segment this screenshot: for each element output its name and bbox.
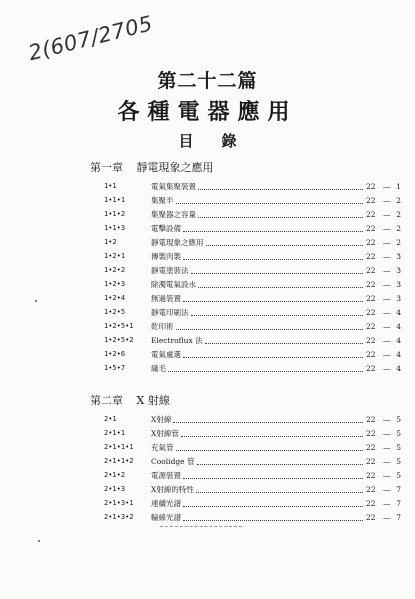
chapter-number: 第一章: [90, 161, 123, 174]
volume-number: 22: [366, 195, 376, 205]
toc-row: 1•2•5•2 Electroflux 法 22 — 4: [104, 335, 401, 345]
page-number: 2: [396, 209, 401, 219]
section-number: 1•2•3: [104, 280, 126, 288]
toc-row: 2•1•2 電源裝置 22 — 5: [104, 470, 401, 480]
leader-dots: [176, 328, 364, 330]
section-title: Coolidge 管: [151, 456, 195, 466]
volume-number: 22: [366, 293, 376, 303]
section-title: 靜電塗裝法: [151, 265, 189, 275]
page-number: 2: [396, 237, 401, 247]
section-number: 2•1•1•2: [104, 457, 134, 465]
page-number: 5: [396, 456, 401, 466]
leader-dots: [183, 258, 363, 260]
volume-number: 22: [366, 414, 376, 424]
section-number: 1•2•2: [104, 266, 126, 274]
toc-row: 1•2•5•1 乾印術 22 — 4: [104, 321, 401, 331]
toc-row: 2•1•1•2 Coolidge 管 22 — 5: [104, 456, 401, 466]
section-title: 乾印術: [151, 321, 174, 331]
volume-number: 22: [366, 512, 376, 522]
leader-dots: [181, 435, 363, 437]
toc-row: 1•2•1 傳製肉製 22 — 3: [104, 251, 401, 261]
page-number: 4: [396, 321, 401, 331]
section-number: 1•1•3: [104, 224, 126, 232]
section-number: 1•2•4: [104, 294, 126, 302]
leader-dots: [168, 370, 363, 372]
leader-dots: [191, 314, 364, 316]
leader-dots: [176, 449, 364, 451]
toc-row: 2•1•1•1 充氣管 22 — 5: [104, 442, 401, 452]
chapter-heading-2: [90, 392, 170, 408]
page-number: 5: [396, 470, 401, 480]
section-number: 2•1•3•2: [104, 513, 134, 521]
section-title: 除濁電氣設水: [151, 279, 196, 289]
page-number: 5: [396, 428, 401, 438]
section-title: 連續光譜: [151, 498, 181, 508]
leader-dots: [173, 421, 363, 423]
leader-dots: [176, 202, 364, 204]
section-title: 無過裝置: [151, 293, 181, 303]
toc-row: 1•5•7 織毛 22 — 4: [104, 363, 401, 373]
section-title: 電擊設備: [151, 223, 181, 233]
leader-dots: [183, 505, 363, 507]
volume-number: 22: [366, 363, 376, 373]
section-number: 1•1: [104, 182, 117, 190]
page-number: 4: [396, 363, 401, 373]
page-number: 4: [396, 349, 401, 359]
page-number: 7: [396, 484, 401, 494]
chapter-heading-1: [90, 159, 214, 175]
toc-row: 1•1•3 電擊設備 22 — 2: [104, 223, 401, 233]
page-number: 3: [396, 279, 401, 289]
volume-number: 22: [366, 498, 376, 508]
leader-dots: [198, 286, 363, 288]
section-title: 充氣管: [151, 442, 174, 452]
main-title: 各種電器應用: [117, 99, 298, 125]
page-number: 5: [396, 442, 401, 452]
leader-dots: [197, 463, 364, 465]
page-number: 3: [396, 265, 401, 275]
chapter-title: 靜電現象之應用: [136, 161, 214, 174]
leader-dots: [183, 519, 363, 521]
volume-number: 22: [366, 223, 376, 233]
volume-number: 22: [366, 265, 376, 275]
section-title: X射線管: [151, 428, 179, 438]
part-title: 第二十二篇: [157, 70, 258, 92]
section-title: 電源裝置: [151, 470, 181, 480]
section-number: 1•1•2: [104, 210, 126, 218]
page-number: 3: [396, 293, 401, 303]
volume-number: 22: [366, 279, 376, 289]
page-number: 5: [396, 414, 401, 424]
section-title: 靜電印刷法: [151, 307, 189, 317]
section-number: 2•1•1•1: [104, 443, 134, 451]
toc-row: 1•2•6 電氣處選 22 — 4: [104, 349, 401, 359]
toc-row: 1•2 靜電現象之應用 22 — 2: [104, 237, 401, 247]
leader-dots: [183, 477, 363, 479]
section-number: 2•1•1: [104, 429, 126, 437]
volume-number: 22: [366, 484, 376, 494]
page-number: 2: [396, 195, 401, 205]
leader-dots: [183, 300, 363, 302]
volume-number: 22: [366, 428, 376, 438]
leader-dots: [183, 230, 363, 232]
section-number: 1•2•6: [104, 350, 126, 358]
chapter-title: X 射線: [136, 394, 170, 407]
toc-row: 1•2•5 靜電印刷法 22 — 4: [104, 307, 401, 317]
section-title: 輪線光譜: [151, 512, 181, 522]
toc-row: 1•2•2 靜電塗裝法 22 — 3: [104, 265, 401, 275]
section-title: 集聚器之容量: [151, 209, 196, 219]
volume-number: 22: [366, 349, 376, 359]
section-title: X射線: [151, 414, 172, 424]
toc-row: 2•1•1 X射線管 22 — 5: [104, 428, 401, 438]
section-number: 1•2•1: [104, 252, 126, 260]
volume-number: 22: [366, 237, 376, 247]
toc-heading: 目錄: [178, 132, 265, 150]
section-number: 1•2•5•1: [104, 322, 134, 330]
leader-dots: [198, 188, 363, 190]
page-number: 3: [396, 251, 401, 261]
volume-number: 22: [366, 470, 376, 480]
toc-row: 1•2•3 除濁電氣設水 22 — 3: [104, 279, 401, 289]
section-title: 電氣處選: [151, 349, 181, 359]
leader-dots: [205, 342, 363, 344]
section-number: 1•2•5: [104, 308, 126, 316]
section-number: 1•5•7: [104, 364, 126, 372]
volume-number: 22: [366, 307, 376, 317]
bottom-rule: [160, 525, 242, 527]
volume-number: 22: [366, 442, 376, 452]
section-title: 傳製肉製: [151, 251, 181, 261]
section-title: X射線的特性: [151, 484, 194, 494]
leader-dots: [206, 244, 364, 246]
section-title: Electroflux 法: [151, 335, 203, 345]
section-title: 靜電現象之應用: [151, 237, 204, 247]
section-title: 織毛: [151, 363, 166, 373]
page-number: 4: [396, 335, 401, 345]
handwritten-call-number: 2(607/2705: [26, 11, 156, 66]
volume-number: 22: [366, 456, 376, 466]
section-number: 2•1: [104, 415, 117, 423]
section-number: 1•2•5•2: [104, 336, 134, 344]
leader-dots: [196, 491, 363, 493]
toc-row: 2•1•3•2 輪線光譜 22 — 7: [104, 512, 401, 522]
toc-row: 1•1•2 集聚器之容量 22 — 2: [104, 209, 401, 219]
toc-row: 2•1 X射線 22 — 5: [104, 414, 401, 424]
volume-number: 22: [366, 181, 376, 191]
chapter-number: 第二章: [90, 394, 123, 407]
leader-dots: [183, 356, 363, 358]
volume-number: 22: [366, 321, 376, 331]
toc-row: 1•1•1 集聚半 22 — 2: [104, 195, 401, 205]
toc-row: 1•2•4 無過裝置 22 — 3: [104, 293, 401, 303]
page-number: 2: [396, 223, 401, 233]
section-title: 電氣集聚裝置: [151, 181, 196, 191]
volume-number: 22: [366, 251, 376, 261]
section-number: 1•1•1: [104, 196, 126, 204]
section-number: 2•1•2: [104, 471, 126, 479]
page-number: 7: [396, 512, 401, 522]
toc-row: 1•1 電氣集聚裝置 22 — 1: [104, 181, 401, 191]
leader-dots: [191, 272, 364, 274]
section-number: 2•1•3: [104, 485, 126, 493]
page-number: 1: [396, 181, 401, 191]
toc-row: 2•1•3 X射線的特性 22 — 7: [104, 484, 401, 494]
section-title: 集聚半: [151, 195, 174, 205]
leader-dots: [198, 216, 363, 218]
page-number: 4: [396, 307, 401, 317]
print-speck: [38, 540, 40, 542]
section-number: 1•2: [104, 238, 117, 246]
toc-row: 2•1•3•1 連續光譜 22 — 7: [104, 498, 401, 508]
volume-number: 22: [366, 335, 376, 345]
section-number: 2•1•3•1: [104, 499, 134, 507]
page-number: 7: [396, 498, 401, 508]
volume-number: 22: [366, 209, 376, 219]
print-speck: [35, 300, 37, 302]
